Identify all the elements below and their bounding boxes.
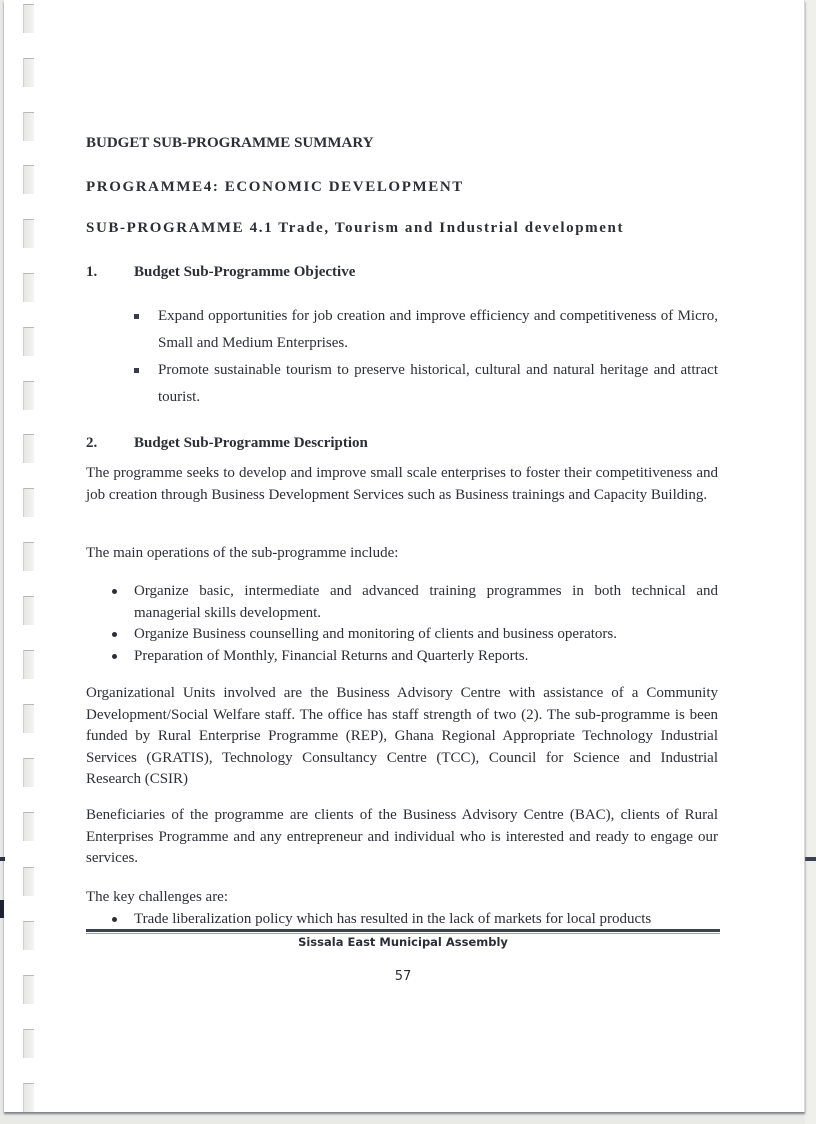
binder-hole-icon: [23, 812, 34, 841]
operation-item: [86, 646, 718, 668]
section-number: 1.: [86, 264, 98, 280]
binder-hole-icon: [23, 488, 34, 517]
binder-hole-icon: [23, 704, 34, 733]
operation-text: Organize Business counselling and monitoring of clients and business operators.: [134, 626, 617, 642]
bullet-icon: [112, 589, 117, 594]
objective-item: [134, 303, 718, 357]
bullet-icon: [112, 632, 117, 637]
section-title-description: Budget Sub-Programme Description: [134, 435, 368, 451]
binder-hole-icon: [23, 1029, 34, 1058]
scan-artifact: [0, 900, 4, 918]
binder-hole-icon: [23, 165, 34, 194]
organizational-units-paragraph: Organizational Units involved are the Business Advisory Centre with assistance of a Community Development/Social Welfare staff. The office has staff strength of two (2). The sub-programme is been funded by Rural Enterprise Programme (REP), Ghana Regional Appropriate Technology Industrial Services (GRATIS), Technology Consultancy Centre (TCC), Council for Science and Industrial Research (CSIR): [86, 685, 718, 787]
operation-item: [86, 581, 718, 624]
operation-text: Preparation of Monthly, Financial Returns and Quarterly Reports.: [134, 647, 529, 664]
objective-text: Expand opportunities for job creation and improve efficiency and competitiveness of Micro, Small and Medium Enterprises.: [158, 308, 718, 351]
footer-divider-thin: [86, 933, 720, 934]
binder-hole-icon: [23, 381, 34, 410]
footer-divider: [86, 929, 720, 932]
challenges-intro: The key challenges are:: [86, 889, 229, 905]
binder-hole-icon: [23, 58, 34, 87]
section-number: 2.: [86, 435, 98, 451]
scan-right-edge: [805, 0, 816, 1124]
binder-hole-icon: [23, 4, 34, 33]
sub-programme-title: [86, 220, 624, 237]
binder-hole-icon: [23, 596, 34, 625]
footer-organization: Sissala East Municipal Assembly: [298, 935, 508, 949]
objectives-list: [134, 303, 718, 411]
page-number: 57: [394, 969, 412, 984]
binder-hole-icon: [23, 112, 34, 141]
challenges-list: [86, 909, 718, 931]
objective-text: Promote sustainable tourism to preserve historical, cultural and natural heritage and attract tourist.: [158, 362, 718, 405]
binder-hole-icon: [23, 650, 34, 679]
scan-artifact: [0, 857, 5, 861]
section-title-objective: Budget Sub-Programme Objective: [134, 264, 356, 280]
binder-hole-icon: [23, 975, 34, 1004]
binder-hole-icon: [23, 542, 34, 571]
beneficiaries-paragraph: Beneficiaries of the programme are clients of the Business Advisory Centre (BAC), clients of Rural Enterprises Programme and any entrepreneur and individual who is interested and ready to engage our services.: [86, 807, 718, 866]
challenge-text: Trade liberalization policy which has resulted in the lack of markets for local products: [134, 911, 652, 927]
binder-hole-icon: [23, 1083, 34, 1112]
binder-hole-icon: [23, 758, 34, 787]
square-bullet-icon: [134, 368, 139, 373]
binder-hole-icon: [23, 273, 34, 302]
operations-list: [86, 581, 718, 667]
summary-title: BUDGET SUB-PROGRAMME SUMMARY: [86, 135, 374, 151]
operations-intro: The main operations of the sub-programme include:: [86, 545, 399, 561]
challenge-item: [86, 909, 718, 931]
programme-title: PROGRAMME4: ECONOMIC DEVELOPMENT: [86, 179, 464, 195]
binder-hole-icon: [23, 921, 34, 950]
description-paragraph: The programme seeks to develop and improve small scale enterprises to foster their competitiveness and job creation through Business Development Services such as Business trainings and Capacity Building.: [86, 465, 718, 503]
binder-hole-icon: [23, 219, 34, 248]
square-bullet-icon: [134, 314, 139, 319]
sub-programme-title-text: SUB-PROGRAMME 4.1 Trade, Tourism and Industrial development: [86, 220, 625, 236]
bullet-icon: [112, 654, 117, 659]
binder-hole-icon: [23, 867, 34, 896]
operation-item: [86, 624, 718, 646]
binder-hole-icon: [23, 327, 34, 356]
scan-artifact: [805, 857, 816, 861]
bullet-icon: [112, 917, 117, 922]
operation-text: Organize basic, intermediate and advanced training programmes in both technical and managerial skills development.: [134, 583, 718, 621]
objective-item: [134, 357, 718, 411]
binder-hole-icon: [23, 434, 34, 463]
